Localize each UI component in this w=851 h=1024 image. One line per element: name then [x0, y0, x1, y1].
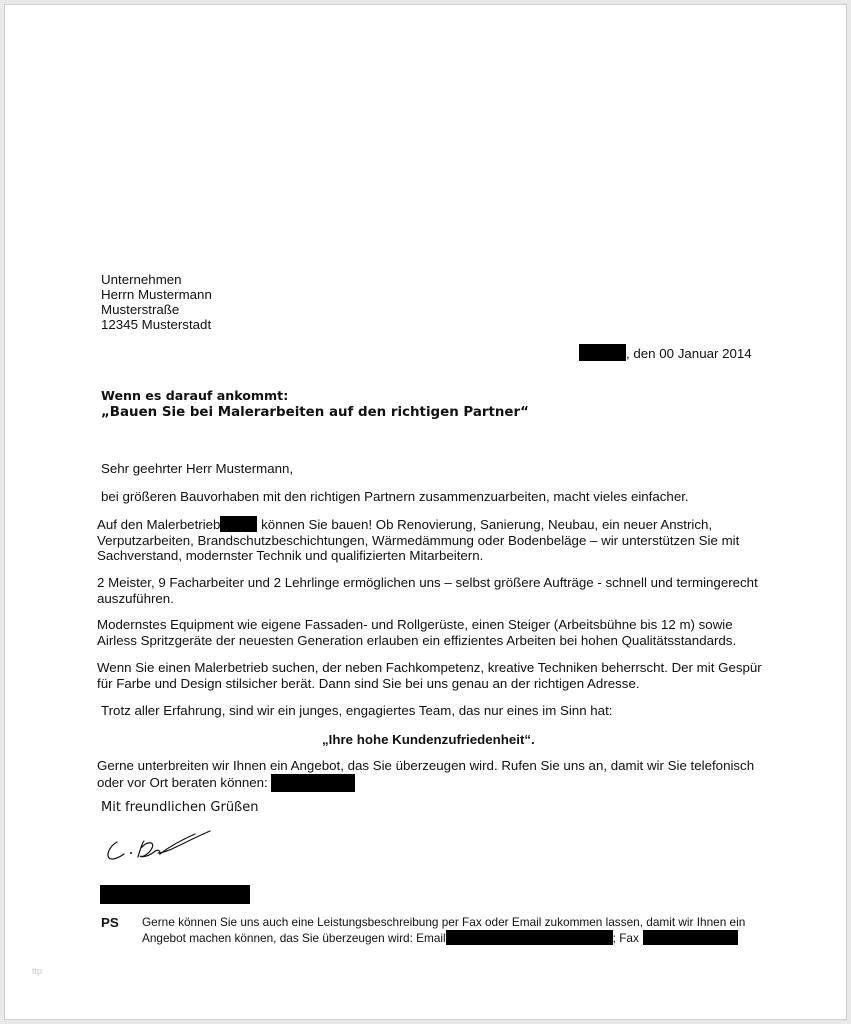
- redacted-company-name: [220, 516, 257, 532]
- motto: „Ihre hohe Kundenzufriedenheit“.: [322, 732, 535, 747]
- ps-text-b: ; Fax: [612, 931, 639, 945]
- paragraph-4-line-1: Modernstes Equipment wie eigene Fassaden- und Rollgerüste, einen Steiger (Arbeitsbühne bis 12 m) sowie: [97, 617, 733, 632]
- ps-line-1: Gerne können Sie uns auch eine Leistungsbeschreibung per Fax oder Email zukommen lassen, damit wir Ihnen ein: [142, 915, 746, 929]
- subject-line-1: Wenn es darauf ankommt:: [101, 388, 289, 403]
- redacted-fax: [643, 930, 738, 945]
- paragraph-7-line-2: [97, 774, 747, 792]
- paragraph-5-line-2: für Farbe und Design stilsicher berät. Dann sind Sie bei uns genau an der richtigen Adresse.: [97, 675, 640, 691]
- paragraph-3-line-1: 2 Meister, 9 Facharbeiter und 2 Lehrlinge ermöglichen uns – selbst größere Aufträge - schnell und termingerecht: [97, 575, 758, 590]
- recipient-company: Unternehmen: [101, 272, 182, 287]
- date-line: [579, 344, 752, 362]
- ps-line-2: [142, 930, 738, 945]
- recipient-name: Herrn Mustermann: [101, 287, 212, 302]
- redacted-city: [579, 344, 626, 361]
- paragraph-4: [97, 617, 747, 648]
- paragraph-4-line-2: Airless Spritzgeräte der neuesten Generation erlauben ein effizientes Arbeiten bei hohen Qualitätsstandards.: [97, 632, 737, 648]
- redacted-phone: [271, 774, 355, 792]
- recipient-city: 12345 Musterstadt: [101, 317, 212, 332]
- paragraph-2-line-2: Verputzarbeiten, Brandschutzbeschichtungen, Wärmedämmung oder Bodenbeläge – wir unterstützen Sie mit: [97, 532, 740, 548]
- redacted-signer-name: [100, 885, 250, 904]
- closing: Mit freundlichen Grüßen: [101, 800, 259, 815]
- paragraph-2: [97, 516, 747, 564]
- paragraph-6: Trotz aller Erfahrung, sind wir ein junges, engagiertes Team, das nur eines im Sinn hat:: [101, 703, 613, 718]
- p2-text-b: können Sie bauen! Ob Renovierung, Sanierung, Neubau, ein neuer Anstrich,: [257, 517, 713, 532]
- subject-line-2: „Bauen Sie bei Malerarbeiten auf den richtigen Partner“: [101, 405, 529, 420]
- paragraph-7: [97, 758, 755, 792]
- date-text: , den 00 Januar 2014: [626, 346, 752, 361]
- handwritten-signature: [100, 828, 225, 868]
- salutation: Sehr geehrter Herr Mustermann,: [101, 461, 294, 476]
- p7-text-a: oder vor Ort beraten können:: [97, 774, 272, 790]
- paragraph-5: [97, 660, 762, 691]
- paragraph-1: bei größeren Bauvorhaben mit den richtigen Partnern zusammenzuarbeiten, macht vieles einfacher.: [101, 489, 689, 504]
- paragraph-3-line-2: auszuführen.: [97, 590, 174, 606]
- paragraph-2-line-3: Sachverstand, modernster Technik und qualifizierten Mitarbeitern.: [97, 548, 484, 563]
- ps-text-a: Angebot machen können, das Sie überzeugen wird: Email: [142, 931, 446, 945]
- paragraph-5-line-1: Wenn Sie einen Malerbetrieb suchen, der neben Fachkompetenz, kreative Techniken beherrscht. Der mit Gespür: [97, 660, 762, 675]
- watermark: ttp: [32, 966, 43, 976]
- ps-label: PS: [101, 915, 119, 930]
- p2-text-a: Auf den Malerbetrieb: [97, 517, 221, 532]
- redacted-email: [446, 930, 613, 945]
- paragraph-3: [97, 575, 758, 606]
- recipient-street: Musterstraße: [101, 302, 180, 317]
- paragraph-2-line-1: [97, 516, 747, 533]
- paragraph-7-line-1: Gerne unterbreiten wir Ihnen ein Angebot, das Sie überzeugen wird. Rufen Sie uns an, damit wir Sie telefonisch: [97, 758, 755, 773]
